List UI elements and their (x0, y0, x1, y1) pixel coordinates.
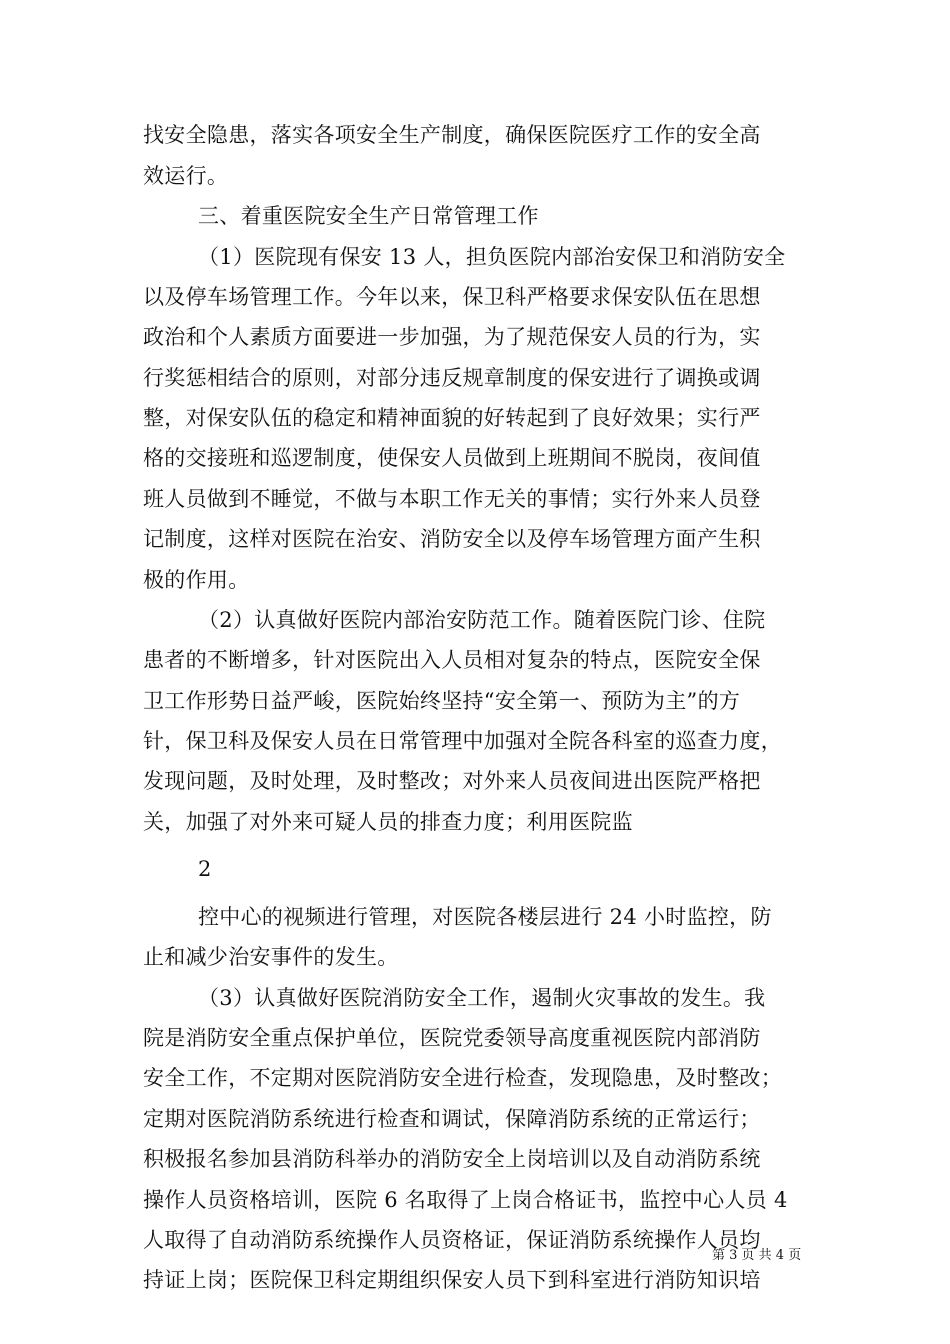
text-line: 格的交接班和巡逻制度，使保安人员做到上班期间不脱岗，夜间值 (143, 446, 761, 470)
text-line: （1）医院现有保安 13 人，担负医院内部治安保卫和消防安全 (198, 245, 786, 269)
text-line: 定期对医院消防系统进行检查和调试，保障消防系统的正常运行； (143, 1107, 761, 1131)
text-line: （2）认真做好医院内部治安防范工作。随着医院门诊、住院 (198, 608, 766, 632)
text-line: 人取得了自动消防系统操作人员资格证，保证消防系统操作人员均 (143, 1228, 761, 1252)
text-line: 发现问题，及时处理，及时整改；对外来人员夜间进出医院严格把 (143, 769, 761, 793)
text-line: 政治和个人素质方面要进一步加强，为了规范保安人员的行为，实 (143, 325, 761, 349)
text-line: 止和减少治安事件的发生。 (143, 945, 399, 969)
section-heading: 三、着重医院安全生产日常管理工作 (198, 204, 539, 228)
text-line: 找安全隐患，落实各项安全生产制度，确保医院医疗工作的安全高 (143, 123, 761, 147)
text-line: 效运行。 (143, 164, 229, 188)
page-number-inline: 2 (198, 857, 212, 881)
text-line: 积极报名参加县消防科举办的消防安全上岗培训以及自动消防系统 (143, 1147, 761, 1171)
text-line: 持证上岗；医院保卫科定期组织保安人员下到科室进行消防知识培 (143, 1268, 761, 1292)
text-line: 患者的不断增多，针对医院出入人员相对复杂的特点，医院安全保 (143, 648, 761, 672)
text-line: 控中心的视频进行管理，对医院各楼层进行 24 小时监控，防 (198, 905, 772, 929)
text-line: 记制度，这样对医院在治安、消防安全以及停车场管理方面产生积 (143, 527, 761, 551)
page-footer: 第 3 页 共 4 页 (712, 1248, 802, 1263)
text-line: 行奖惩相结合的原则，对部分违反规章制度的保安进行了调换或调 (143, 366, 761, 390)
text-line: 针，保卫科及保安人员在日常管理中加强对全院各科室的巡查力度， (143, 729, 782, 753)
text-line: 关，加强了对外来可疑人员的排查力度；利用医院监 (143, 810, 633, 834)
text-line: 班人员做到不睡觉，不做与本职工作无关的事情；实行外来人员登 (143, 487, 761, 511)
text-line: 以及停车场管理工作。今年以来，保卫科严格要求保安队伍在思想 (143, 285, 761, 309)
text-line: 极的作用。 (143, 568, 250, 592)
text-line: 操作人员资格培训，医院 6 名取得了上岗合格证书，监控中心人员 4 (143, 1188, 788, 1212)
text-line: 整，对保安队伍的稳定和精神面貌的好转起到了良好效果；实行严 (143, 406, 761, 430)
text-line: （3）认真做好医院消防安全工作，遏制火灾事故的发生。我 (198, 986, 766, 1010)
text-line: 卫工作形势日益严峻，医院始终坚持“安全第一、预防为主”的方 (143, 689, 741, 713)
text-line: 安全工作，不定期对医院消防安全进行检查，发现隐患，及时整改； (143, 1066, 782, 1090)
text-line: 院是消防安全重点保护单位，医院党委领导高度重视医院内部消防 (143, 1026, 761, 1050)
